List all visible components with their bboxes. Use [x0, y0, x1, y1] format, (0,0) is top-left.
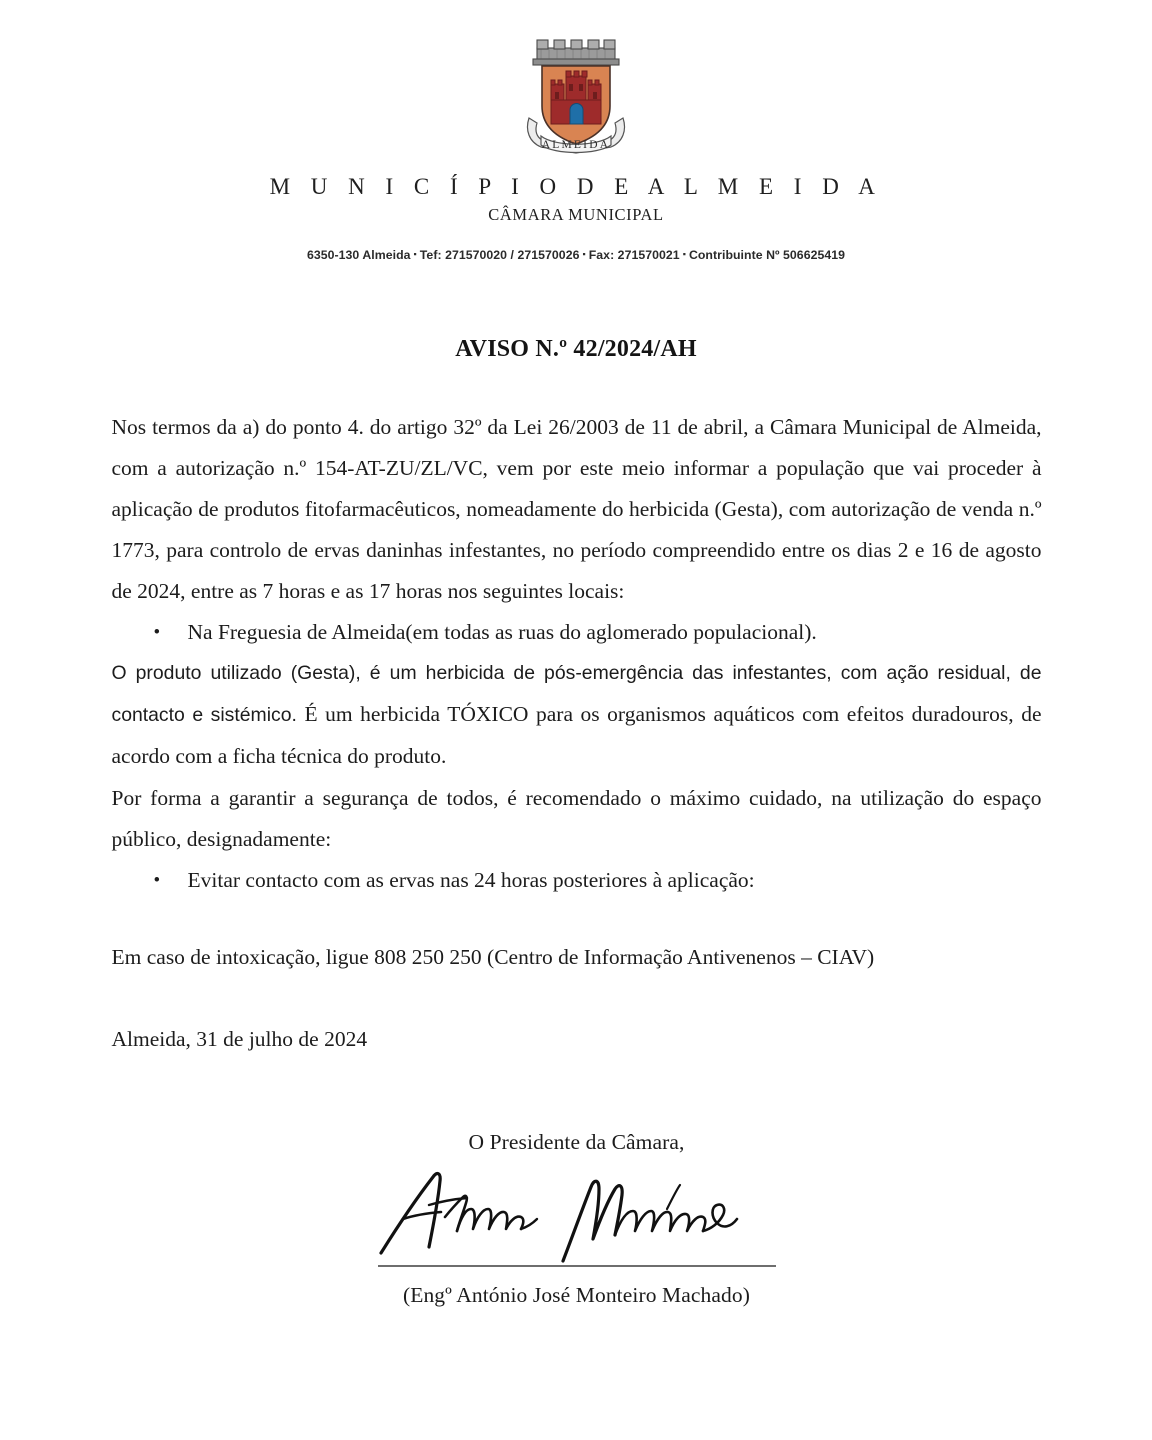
spacer	[112, 901, 1042, 937]
locations-list	[112, 612, 1042, 653]
contact-line	[0, 248, 1152, 262]
separator-icon: ▪	[413, 249, 417, 260]
product-text-serif: É um herbicida TÓXICO para os organismos aquáticos com efeitos duradouros, de acordo com a ficha técnica do produto.	[111, 702, 1042, 769]
paragraph-safety: Por forma a garantir a segurança de todos, é recomendado o máximo cuidado, na utilização do espaço público, designadamente:	[111, 786, 1042, 852]
contact-fax: Fax: 271570021	[588, 248, 680, 263]
page-title: AVISO N.º 42/2024/AH	[455, 336, 697, 363]
handwritten-signature-icon	[112, 1161, 1042, 1265]
list-item: • Na Freguesia de Almeida(em todas as ruas do aglomerado populacional).	[112, 612, 1042, 653]
spacer	[112, 978, 1042, 1019]
municipality-title: M U N I C Í P I O D E A L M E I D A	[269, 174, 883, 199]
document-body	[111, 407, 1042, 1308]
paragraph-poison-hotline: Em caso de intoxicação, ligue 808 250 250 (Centro de Informação Antivenenos – CIAV)	[111, 945, 875, 970]
list-item: • Evitar contacto com as ervas nas 24 horas posteriores à aplicação:	[112, 860, 1042, 901]
contact-phone: Tef: 271570020 / 271570026	[419, 248, 580, 263]
signature-rule	[378, 1265, 776, 1267]
place-and-date: Almeida, 31 de julho de 2024	[111, 1027, 368, 1052]
paragraph-product	[112, 653, 1042, 778]
paragraph-intro: Nos termos da a) do ponto 4. do artigo 32º da Lei 26/2003 de 11 de abril, a Câmara Municipal de Almeida, com a autorização n.º 154-AT-ZU/ZL/VC, vem por este meio informar a população que vai proceder à aplicação de produtos fitofarmacêuticos, nomeadamente do herbicida (Gesta), com autorização de venda n.º 1773, para controlo de ervas daninhas infestantes, no período compreendido entre os dias 2 e 16 de agosto de 2024, entre as 7 horas e as 17 horas nos seguintes locais:	[111, 415, 1042, 604]
separator-icon: ▪	[682, 249, 686, 260]
document-header	[0, 0, 1152, 262]
almeida-coat-of-arms-icon	[511, 26, 641, 158]
signature-block	[112, 1130, 1042, 1308]
separator-icon: ▪	[582, 249, 586, 260]
contact-address: 6350-130 Almeida	[306, 248, 411, 263]
signature-label: O Presidente da Câmara,	[468, 1130, 685, 1155]
department-subtitle: CÂMARA MUNICIPAL	[488, 205, 664, 225]
crest-banner-text: ALMEIDA	[541, 139, 611, 151]
precautions-list	[112, 860, 1042, 901]
contact-tax-id: Contribuinte Nº 506625419	[688, 248, 846, 263]
product-text-sans: O produto utilizado (Gesta), é um herbicida de pós-emergência das infestantes, com ação residual, de contacto e sistémico.	[111, 662, 1042, 727]
signatory-name: (Engº António José Monteiro Machado)	[402, 1283, 751, 1308]
